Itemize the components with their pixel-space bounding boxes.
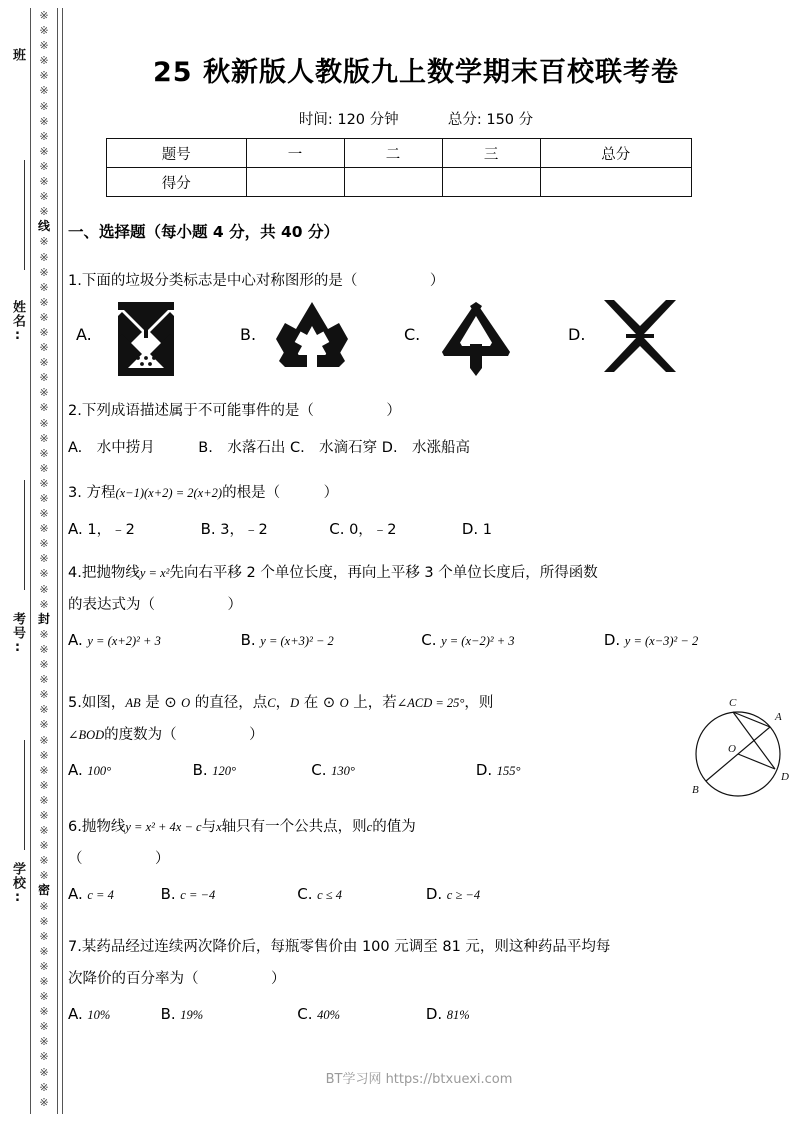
option-d[interactable]	[462, 520, 492, 538]
star-mark: ※	[39, 371, 49, 385]
exam-duration: 时间: 120 分钟	[298, 112, 399, 128]
option-b-label: B.	[200, 520, 216, 539]
star-mark: ※	[39, 114, 49, 128]
option-a-label: A.	[68, 1004, 83, 1023]
star-mark: ※	[39, 205, 49, 219]
star-mark: ※	[39, 1020, 49, 1034]
option-c-value: 130°	[331, 763, 355, 778]
option-b-value: y = (x+3)² − 2	[260, 633, 334, 648]
score-table-header-total: 总分	[540, 139, 691, 168]
star-mark: ※	[39, 386, 49, 400]
option-b-label: B.	[160, 884, 176, 903]
question-4-text-post: 先向右平移 2 个单位长度，再向上平移 3 个单位长度后，所得函数	[169, 565, 598, 581]
star-mark: ※	[39, 159, 49, 173]
question-7	[68, 936, 774, 1023]
table-row	[107, 168, 692, 197]
q6-pre: 抛物线	[81, 819, 126, 835]
q5-line2-post: 的度数为（ ）	[104, 727, 264, 744]
question-1-stem	[68, 270, 774, 292]
star-mark: ※	[39, 446, 49, 460]
score-table-header-label: 题号	[107, 139, 247, 168]
star-mark: ※	[39, 959, 49, 973]
option-d-label: D.	[475, 760, 493, 779]
star-mark: ※	[39, 39, 49, 53]
option-c[interactable]	[297, 1005, 421, 1023]
label-B: B	[692, 784, 699, 796]
option-c-label: C.	[311, 760, 327, 779]
question-7-stem	[68, 936, 774, 958]
star-mark: ※	[39, 1080, 49, 1094]
star-mark: ※	[39, 1005, 49, 1019]
q5-angle-acd: ∠ACD = 25°	[396, 696, 465, 710]
q5-p3: O	[181, 696, 191, 710]
question-6-stem	[68, 816, 774, 838]
star-mark: ※	[39, 325, 49, 339]
option-b-label: B.	[192, 760, 208, 779]
q5-p12: ，则	[464, 695, 494, 711]
star-mark: ※	[39, 552, 49, 566]
star-mark: ※	[39, 627, 49, 641]
option-c-value: y = (x−2)² + 3	[441, 633, 515, 648]
question-5-stem-line2	[68, 724, 628, 746]
star-mark: ※	[39, 84, 49, 98]
star-mark: ※	[39, 99, 49, 113]
option-d-value: 155°	[496, 763, 521, 778]
score-cell-3[interactable]	[442, 168, 540, 197]
label-D: D	[781, 771, 789, 783]
seal-margin-strip	[0, 0, 62, 1122]
star-mark: ※	[39, 24, 49, 38]
option-c[interactable]	[421, 631, 599, 649]
question-6-options	[68, 885, 774, 903]
question-5-number: 5.	[68, 695, 82, 711]
q6-var-c: c	[366, 820, 373, 834]
question-3-text-post: 的根是（ ）	[222, 485, 339, 501]
question-4-stem-line2: 的表达式为（ ）	[68, 597, 242, 614]
question-6-equation: y = x² + 4x − c	[125, 820, 202, 834]
seal-char: 封	[37, 611, 50, 626]
question-1	[68, 270, 774, 384]
option-b-value: 3，﹣2	[220, 522, 268, 539]
option-d-label: D.	[603, 630, 621, 649]
option-d-value: y = (x−3)² − 2	[624, 633, 699, 648]
q6-axis-var: x	[216, 820, 222, 834]
option-a-value: y = (x+2)² + 3	[87, 633, 161, 648]
question-7-text: 某药品经过连续两次降价后，每瓶零售价由 100 元调至 81 元，则这种药品平均每	[81, 939, 611, 955]
question-4-text-pre: 把抛物线	[81, 565, 140, 581]
star-mark: ※	[39, 69, 49, 83]
star-mark: ※	[39, 824, 49, 838]
star-mark: ※	[39, 280, 49, 294]
seal-star-column	[30, 8, 58, 1114]
star-mark: ※	[39, 401, 49, 415]
q5-p2: 是 ⊙	[140, 695, 182, 711]
question-3-equation: (x−1)(x+2) = 2(x+2)	[115, 486, 223, 500]
option-d[interactable]	[426, 885, 480, 903]
exam-content	[66, 0, 789, 1122]
star-mark: ※	[39, 869, 49, 883]
star-mark: ※	[39, 975, 49, 988]
option-b[interactable]	[240, 292, 400, 384]
option-c-label: C.	[297, 884, 313, 903]
option-a[interactable]	[68, 518, 196, 539]
option-d-value: 1	[482, 522, 492, 539]
star-mark: ※	[39, 567, 49, 581]
triangle-arrow-icon	[436, 296, 516, 376]
star-mark: ※	[39, 1050, 49, 1064]
option-a[interactable]	[76, 292, 236, 384]
option-b-value: 120°	[212, 763, 237, 778]
label-A: A	[775, 711, 782, 723]
star-mark: ※	[39, 642, 49, 656]
option-b[interactable]	[193, 761, 307, 779]
option-a-label: A.	[68, 884, 83, 903]
option-a-value: 1，﹣2	[87, 522, 135, 539]
option-a-label: A.	[68, 760, 83, 779]
option-b-value: 19%	[180, 1007, 204, 1022]
star-mark: ※	[39, 673, 49, 687]
q6-post: 轴只有一个公共点，则	[221, 819, 367, 835]
option-d[interactable]	[604, 631, 698, 649]
option-b[interactable]	[201, 518, 325, 539]
star-mark: ※	[39, 703, 49, 717]
question-2-stem	[68, 400, 774, 422]
star-mark: ※	[39, 522, 49, 536]
star-mark: ※	[39, 899, 49, 913]
star-mark: ※	[39, 295, 49, 309]
option-d-label: D.	[568, 325, 586, 345]
exam-meta	[66, 108, 766, 129]
star-mark: ※	[39, 1095, 49, 1109]
option-d-label: D.	[425, 1004, 443, 1023]
star-mark: ※	[39, 54, 49, 68]
star-mark: ※	[39, 341, 49, 355]
question-7-options	[68, 1005, 774, 1023]
q5-p10: 上，若	[348, 695, 397, 711]
score-table-header-2: 二	[344, 139, 442, 168]
question-6-stem-line2: （ ）	[68, 851, 170, 868]
score-table	[106, 138, 692, 197]
question-4	[68, 562, 774, 649]
star-mark: ※	[39, 492, 49, 505]
star-mark: ※	[39, 929, 49, 943]
question-3-number: 3.	[68, 485, 82, 501]
question-5-stem	[68, 692, 628, 714]
question-1-text: 下面的垃圾分类标志是中心对称图形的是（ ）	[81, 273, 445, 289]
question-2-options[interactable]	[68, 436, 774, 457]
q5-p8: 在 ⊙	[299, 695, 340, 711]
star-mark: ※	[39, 763, 49, 777]
star-mark: ※	[39, 175, 49, 189]
label-O: O	[728, 743, 736, 755]
question-2-options-line: A. 水中捞月 B. 水落石出 C. 水滴石穿 D. 水涨船高	[68, 440, 471, 457]
star-mark: ※	[39, 718, 49, 732]
option-a-label: A.	[68, 630, 83, 649]
star-mark: ※	[39, 356, 49, 370]
question-7-stem-line2: 次降价的百分率为（ ）	[68, 971, 286, 988]
score-table-header-3: 三	[442, 139, 540, 168]
margin-label-school: 学校:	[10, 862, 25, 906]
star-mark: ※	[39, 658, 49, 672]
star-mark: ※	[39, 854, 49, 868]
q5-p6: ，	[275, 695, 291, 711]
question-3	[68, 482, 774, 539]
question-4-stem	[68, 562, 774, 584]
star-mark: ※	[39, 1065, 49, 1079]
option-b-label: B.	[240, 325, 257, 345]
star-mark: ※	[39, 144, 49, 158]
star-mark: ※	[39, 129, 49, 143]
star-mark: ※	[39, 839, 49, 853]
option-b-label: B.	[160, 1004, 176, 1023]
q5-p9: O	[339, 696, 349, 710]
option-c-value: 0，﹣2	[349, 522, 397, 539]
star-mark: ※	[39, 507, 49, 521]
question-1-number: 1.	[68, 273, 82, 289]
question-6-number: 6.	[68, 819, 82, 835]
option-d-value: c ≥ −4	[446, 887, 481, 902]
option-b[interactable]	[161, 1005, 293, 1023]
question-4-equation: y = x²	[139, 566, 170, 580]
question-5-options	[68, 761, 628, 779]
question-3-options	[68, 518, 774, 539]
option-a-value: 100°	[87, 763, 112, 778]
page-title: 25 秋新版人教版九上数学期末百校联考卷	[153, 57, 679, 88]
option-c[interactable]	[311, 761, 471, 779]
option-a-label: A.	[68, 520, 83, 539]
option-c-label: C.	[421, 630, 437, 649]
star-mark: ※	[39, 688, 49, 702]
q5-angle-bod: ∠BOD	[68, 728, 105, 743]
option-c-label: C.	[297, 1004, 313, 1023]
option-b[interactable]	[241, 631, 417, 649]
option-a-value: 10%	[87, 1007, 111, 1022]
option-d-label: D.	[425, 884, 443, 903]
star-mark: ※	[39, 990, 49, 1004]
footer-watermark: BT学习网 https://btxuexi.com	[325, 1072, 513, 1087]
star-mark: ※	[39, 235, 49, 249]
star-mark: ※	[39, 250, 49, 264]
margin-rule-1	[24, 160, 25, 270]
exam-total-score: 总分: 150 分	[447, 112, 534, 128]
star-mark: ※	[39, 1035, 49, 1049]
question-3-text-pre: 方程	[86, 485, 116, 501]
q5-p5: C	[267, 696, 276, 710]
star-mark: ※	[39, 944, 49, 958]
option-a[interactable]	[68, 631, 236, 649]
option-d[interactable]	[568, 292, 728, 384]
question-7-number: 7.	[68, 939, 82, 955]
q5-p4: 的直径，点	[190, 695, 268, 711]
margin-label-class: 班	[10, 48, 25, 62]
converging-arrows-icon	[600, 296, 680, 376]
margin-label-name: 姓名:	[10, 300, 25, 344]
star-mark: ※	[39, 537, 49, 551]
table-row	[107, 139, 692, 168]
q5-p0: 如图，	[81, 695, 126, 711]
question-2-number: 2.	[68, 403, 82, 419]
star-mark: ※	[39, 265, 49, 279]
option-c[interactable]	[404, 292, 564, 384]
option-c-value: 40%	[317, 1007, 340, 1022]
question-4-number: 4.	[68, 565, 82, 581]
star-mark: ※	[39, 793, 49, 807]
star-mark: ※	[39, 476, 49, 490]
option-c-value: c ≤ 4	[317, 887, 342, 902]
option-a[interactable]	[68, 1005, 156, 1023]
option-b[interactable]	[161, 885, 293, 903]
section-heading-choice: 一、选择题（每小题 4 分，共 40 分）	[68, 223, 339, 241]
option-c-label: C.	[404, 325, 421, 345]
question-2	[68, 400, 774, 457]
option-b-value: c = −4	[180, 887, 216, 902]
seal-char: 密	[37, 883, 50, 898]
label-C: C	[729, 697, 737, 709]
star-mark: ※	[39, 461, 49, 475]
circle-diagram	[678, 692, 793, 812]
star-mark: ※	[39, 582, 49, 596]
option-c[interactable]	[297, 885, 421, 903]
question-1-options	[68, 292, 774, 384]
margin-label-exam-number: 考号:	[10, 612, 25, 656]
margin-rule-3	[24, 740, 25, 850]
option-d[interactable]	[476, 761, 521, 779]
star-mark: ※	[39, 733, 49, 747]
margin-rule-2	[24, 480, 25, 590]
question-4-options	[68, 631, 774, 649]
option-c-label: C.	[329, 520, 345, 539]
star-mark: ※	[39, 9, 49, 22]
score-cell-total[interactable]	[540, 168, 691, 197]
score-cell-2[interactable]	[344, 168, 442, 197]
q5-p7: D	[290, 696, 300, 710]
option-a-value: c = 4	[87, 887, 114, 902]
option-b-label: B.	[240, 630, 256, 649]
option-a[interactable]	[68, 885, 156, 903]
option-a-label: A.	[76, 325, 92, 345]
star-mark: ※	[39, 431, 49, 445]
score-cell-1[interactable]	[246, 168, 344, 197]
question-2-text: 下列成语描述属于不可能事件的是（ ）	[81, 403, 401, 419]
star-mark: ※	[39, 597, 49, 611]
star-mark: ※	[39, 778, 49, 792]
q6-end: 的值为	[372, 819, 416, 835]
question-5	[68, 692, 628, 779]
q5-p1: AB	[125, 696, 141, 710]
option-d[interactable]	[426, 1005, 470, 1023]
recycle-triangle-icon	[272, 296, 352, 376]
q6-mid: 与	[201, 819, 217, 835]
score-table-score-label: 得分	[107, 168, 247, 197]
star-mark: ※	[39, 310, 49, 324]
option-d-label: D.	[461, 520, 479, 539]
score-table-header-1: 一	[246, 139, 344, 168]
star-mark: ※	[39, 748, 49, 762]
star-mark: ※	[39, 808, 49, 822]
hourglass-waste-icon	[108, 296, 184, 380]
question-3-stem	[68, 482, 774, 504]
star-mark: ※	[39, 416, 49, 430]
option-d-value: 81%	[446, 1007, 470, 1022]
option-a[interactable]	[68, 761, 188, 779]
star-mark: ※	[39, 190, 49, 204]
seal-char: 线	[37, 219, 50, 234]
star-mark: ※	[39, 914, 49, 928]
question-6	[68, 816, 774, 903]
option-c[interactable]	[329, 518, 457, 539]
